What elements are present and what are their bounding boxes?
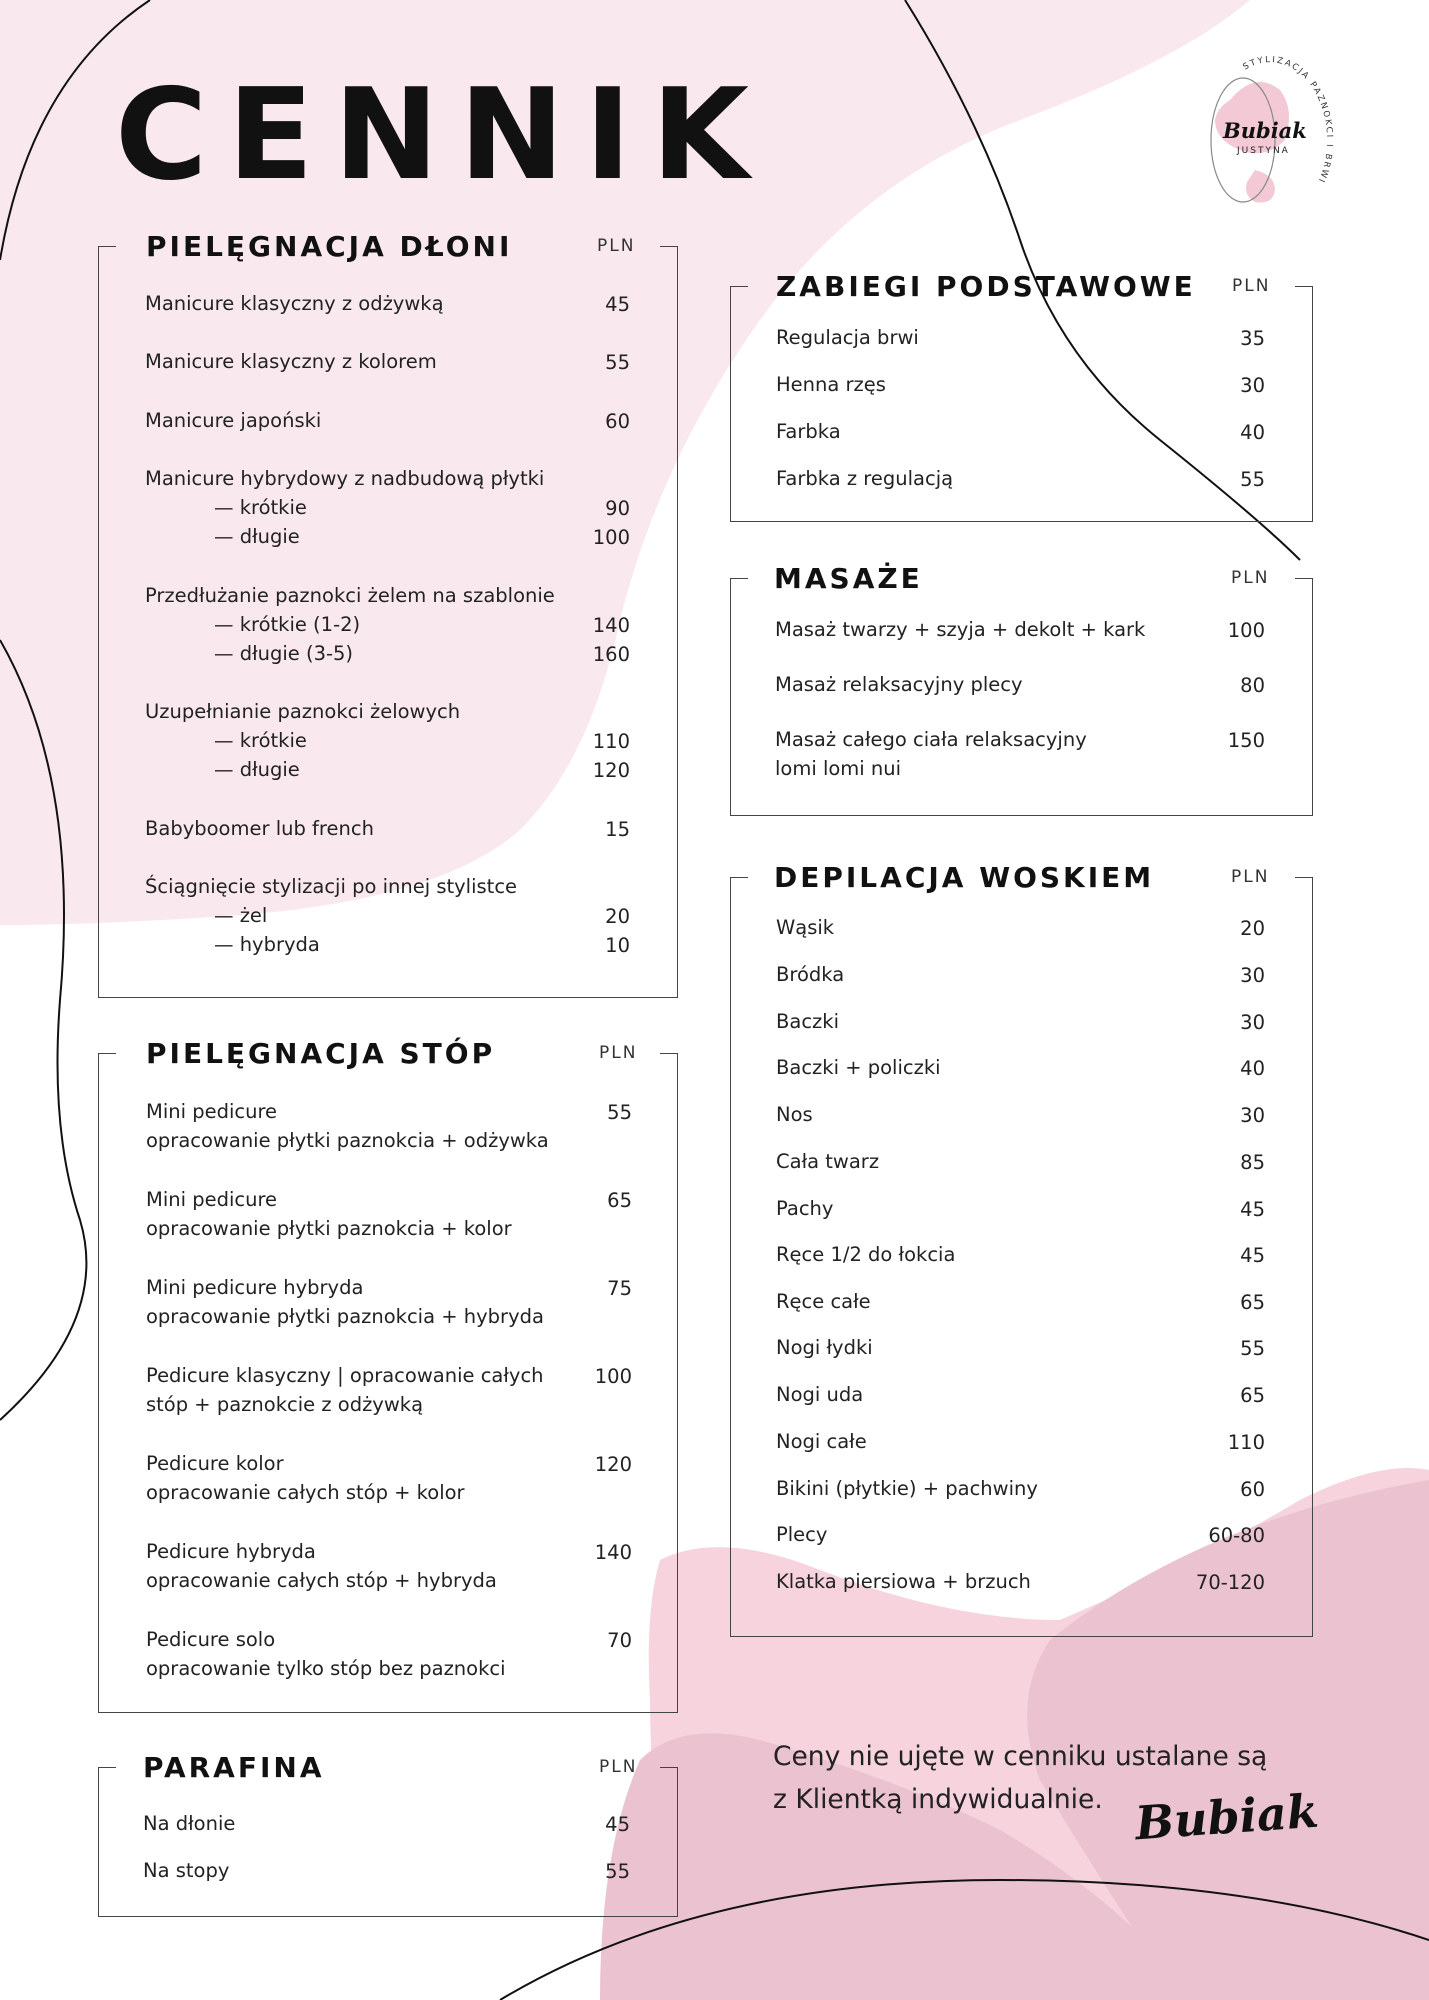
item-name: Mini pedicure (146, 1100, 278, 1123)
item-name: — krótkie (214, 729, 307, 752)
item-price: 30 (1240, 1011, 1265, 1034)
item-name: Plecy (776, 1523, 828, 1546)
item-name: Nogi łydki (776, 1336, 873, 1359)
section-title: DEPILACJA WOSKIEM (774, 861, 1155, 894)
item-price: 15 (605, 818, 630, 841)
item-name: Bródka (776, 963, 845, 986)
item-price: 20 (1240, 917, 1265, 940)
item-name: Nos (776, 1103, 813, 1126)
item-price: 20 (605, 905, 630, 928)
item-name: Klatka piersiowa + brzuch (776, 1570, 1031, 1593)
item-name: Henna rzęs (776, 373, 886, 396)
item-price: 10 (605, 934, 630, 957)
item-description: stóp + paznokcie z odżywką (146, 1393, 424, 1416)
item-name: — krótkie (1-2) (214, 613, 361, 636)
item-name: Przedłużanie paznokci żelem na szablonie (145, 584, 555, 607)
item-description: opracowanie całych stóp + kolor (146, 1481, 465, 1504)
section-depilacja (730, 861, 1313, 1637)
currency-label: PLN (599, 1757, 638, 1777)
item-name: Babyboomer lub french (145, 817, 374, 840)
item-name: Mini pedicure (146, 1188, 278, 1211)
item-price: 75 (607, 1277, 632, 1300)
item-price: 45 (1240, 1244, 1265, 1267)
item-name: Pedicure hybryda (146, 1540, 316, 1563)
item-name: Nogi uda (776, 1383, 864, 1406)
section-title: MASAŻE (774, 562, 923, 595)
item-name: — długie (214, 525, 300, 548)
item-price: 120 (594, 1453, 632, 1476)
item-name: Ściągnięcie stylizacji po innej stylistce (145, 875, 518, 898)
section-dlonie (98, 230, 678, 998)
item-name: Manicure japoński (145, 409, 322, 432)
item-name: Wąsik (776, 916, 835, 939)
item-price: 90 (605, 497, 630, 520)
item-name: Nogi całe (776, 1430, 867, 1453)
item-price: 70 (607, 1629, 632, 1652)
item-price: 150 (1227, 729, 1265, 752)
item-name: Manicure klasyczny z kolorem (145, 350, 437, 373)
item-price: 60 (605, 410, 630, 433)
item-price: 55 (605, 351, 630, 374)
item-name: Bikini (płytkie) + pachwiny (776, 1477, 1038, 1500)
item-name: Masaż twarzy + szyja + dekolt + kark (775, 618, 1146, 641)
item-price: 30 (1240, 1104, 1265, 1127)
item-name: — hybryda (214, 933, 320, 956)
item-price: 40 (1240, 1057, 1265, 1080)
item-price: 45 (605, 293, 630, 316)
item-price: 65 (1240, 1291, 1265, 1314)
item-name: Manicure hybrydowy z nadbudową płytki (145, 467, 545, 490)
section-parafina (98, 1751, 678, 1917)
item-price: 100 (592, 526, 630, 549)
item-price: 100 (1227, 619, 1265, 642)
item-price: 60-80 (1208, 1524, 1265, 1547)
item-price: 65 (607, 1189, 632, 1212)
item-price: 85 (1240, 1151, 1265, 1174)
section-title: ZABIEGI PODSTAWOWE (776, 270, 1196, 303)
currency-label: PLN (597, 236, 636, 256)
item-name: Pedicure kolor (146, 1452, 284, 1475)
item-price: 110 (592, 730, 630, 753)
item-name: Ręce 1/2 do łokcia (776, 1243, 956, 1266)
section-stopy (98, 1037, 678, 1713)
section-title: PARAFINA (143, 1751, 325, 1784)
currency-label: PLN (599, 1043, 638, 1063)
item-description: lomi lomi nui (775, 757, 902, 780)
logo-name: JUSTYNA (1237, 146, 1290, 156)
item-name: Cała twarz (776, 1150, 880, 1173)
item-name: Pedicure solo (146, 1628, 276, 1651)
item-price: 110 (1227, 1431, 1265, 1454)
item-name: Ręce całe (776, 1290, 871, 1313)
item-price: 35 (1240, 327, 1265, 350)
price-note-line-2: z Klientką indywidualnie. (773, 1784, 1103, 1815)
item-name: Baczki (776, 1010, 839, 1033)
price-note-line-1: Ceny nie ujęte w cenniku ustalane są (773, 1741, 1268, 1772)
item-name: Pedicure klasyczny | opracowanie całych (146, 1364, 544, 1387)
item-price: 140 (594, 1541, 632, 1564)
item-price: 30 (1240, 964, 1265, 987)
item-name: Na stopy (143, 1859, 230, 1882)
logo-script: Bubiak (1223, 118, 1307, 143)
item-price: 40 (1240, 421, 1265, 444)
item-description: opracowanie tylko stóp bez paznokci (146, 1657, 506, 1680)
item-name: — krótkie (214, 496, 307, 519)
item-price: 60 (1240, 1478, 1265, 1501)
item-price: 120 (592, 759, 630, 782)
item-name: Manicure klasyczny z odżywką (145, 292, 444, 315)
item-name: Regulacja brwi (776, 326, 919, 349)
item-name: Mini pedicure hybryda (146, 1276, 364, 1299)
item-name: — długie (214, 758, 300, 781)
item-name: Masaż relaksacyjny plecy (775, 673, 1023, 696)
item-price: 30 (1240, 374, 1265, 397)
item-price: 55 (605, 1860, 630, 1883)
item-description: opracowanie całych stóp + hybryda (146, 1569, 497, 1592)
item-name: — długie (3-5) (214, 642, 354, 665)
item-price: 55 (1240, 1337, 1265, 1360)
item-price: 45 (605, 1813, 630, 1836)
section-title: PIELĘGNACJA STÓP (146, 1037, 496, 1070)
item-price: 100 (594, 1365, 632, 1388)
item-price: 45 (1240, 1198, 1265, 1221)
logo-arc-text: STYLIZACJA PAZNOKCI I BRWI (1241, 55, 1335, 186)
item-name: Uzupełnianie paznokci żelowych (145, 700, 461, 723)
item-name: Masaż całego ciała relaksacyjny (775, 728, 1087, 751)
item-name: Pachy (776, 1197, 834, 1220)
signature: Bubiak (1133, 1783, 1321, 1851)
currency-label: PLN (1231, 867, 1270, 887)
item-name: — żel (214, 904, 268, 927)
item-description: opracowanie płytki paznokcia + odżywka (146, 1129, 549, 1152)
item-description: opracowanie płytki paznokcia + kolor (146, 1217, 512, 1240)
page-title: CENNIK (115, 61, 769, 208)
item-description: opracowanie płytki paznokcia + hybryda (146, 1305, 544, 1328)
section-title: PIELĘGNACJA DŁONI (146, 230, 513, 263)
item-price: 70-120 (1195, 1571, 1265, 1594)
item-name: Farbka (776, 420, 841, 443)
item-price: 80 (1240, 674, 1265, 697)
section-frame (730, 578, 1313, 816)
item-name: Baczki + policzki (776, 1056, 941, 1079)
item-name: Farbka z regulacją (776, 467, 954, 490)
section-podstawowe (730, 270, 1313, 522)
item-price: 55 (1240, 468, 1265, 491)
item-price: 140 (592, 614, 630, 637)
item-price: 160 (592, 643, 630, 666)
section-frame (98, 1767, 678, 1917)
item-name: Na dłonie (143, 1812, 236, 1835)
section-masaze (730, 562, 1313, 816)
item-price: 65 (1240, 1384, 1265, 1407)
logo (1195, 50, 1335, 230)
item-price: 55 (607, 1101, 632, 1124)
currency-label: PLN (1232, 276, 1271, 296)
currency-label: PLN (1231, 568, 1270, 588)
